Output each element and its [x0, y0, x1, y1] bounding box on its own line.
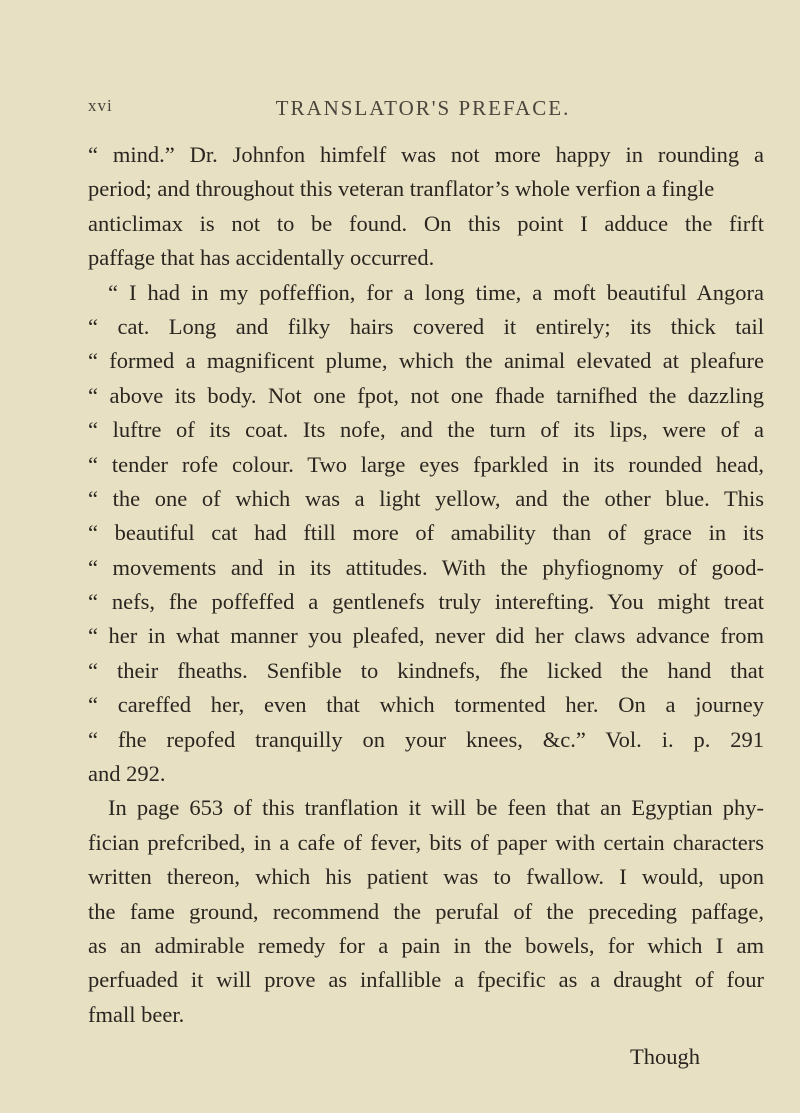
text-line: In page 653 of this tranflation it will be feen that an Egyptian phy-	[108, 795, 764, 821]
text-line: “ nefs, fhe poffeffed a gentlenefs truly interefting. You might treat	[88, 589, 764, 615]
text-line: “ beautiful cat had ftill more of amability than of grace in its	[88, 520, 764, 546]
text-line: “ movements and in its attitudes. With the phyfiognomy of good-	[88, 554, 764, 580]
text-line: anticlimax is not to be found. On this point I adduce the firft	[88, 210, 764, 236]
text-line: and 292.	[88, 761, 166, 787]
text-line: “ the one of which was a light yellow, and the other blue. This	[88, 485, 764, 511]
text-line: “ their fheaths. Senfible to kindnefs, fhe licked the hand that	[88, 657, 764, 683]
text-line: period; and throughout this veteran tranflator’s whole verfion a fingle	[88, 176, 715, 202]
text-line: “ luftre of its coat. Its nofe, and the turn of its lips, were of a	[88, 417, 764, 443]
text-line: “ above its body. Not one fpot, not one fhade tarnifhed the dazzling	[88, 382, 764, 408]
text-line: “ I had in my poffeffion, for a long time, a moft beautiful Angora	[108, 279, 764, 305]
text-line: perfuaded it will prove as infallible a fpecific as a draught of four	[88, 967, 764, 993]
page-number: xvi	[88, 96, 113, 115]
running-title: TRANSLATOR'S PREFACE.	[275, 96, 571, 120]
text-line: “ her in what manner you pleafed, never did her claws advance from	[88, 623, 764, 649]
text-line: fmall beer.	[88, 1001, 185, 1027]
text-line: the fame ground, recommend the perufal of the preceding paffage,	[88, 898, 764, 924]
text-line: as an admirable remedy for a pain in the bowels, for which I am	[88, 932, 764, 958]
page-header	[88, 96, 758, 136]
text-line: “ cat. Long and filky hairs covered it entirely; its thick tail	[88, 313, 764, 339]
text-line: “ tender rofe colour. Two large eyes fparkled in its rounded head,	[88, 451, 764, 477]
text-line: “ mind.” Dr. Johnfon himfelf was not more happy in rounding a	[88, 142, 764, 167]
text-line: “ careffed her, even that which tormented her. On a journey	[88, 692, 764, 718]
text-line: “ formed a magnificent plume, which the animal elevated at pleafure	[88, 348, 764, 374]
catchword: Though	[630, 1044, 700, 1069]
text-line: written thereon, which his patient was to fwallow. I would, upon	[88, 864, 764, 890]
text-line: “ fhe repofed tranquilly on your knees, &c.” Vol. i. p. 291	[88, 726, 764, 752]
body-text	[88, 138, 764, 1032]
text-line: fician prefcribed, in a cafe of fever, bits of paper with certain characters	[88, 829, 764, 855]
text-line: paffage that has accidentally occurred.	[88, 245, 435, 271]
